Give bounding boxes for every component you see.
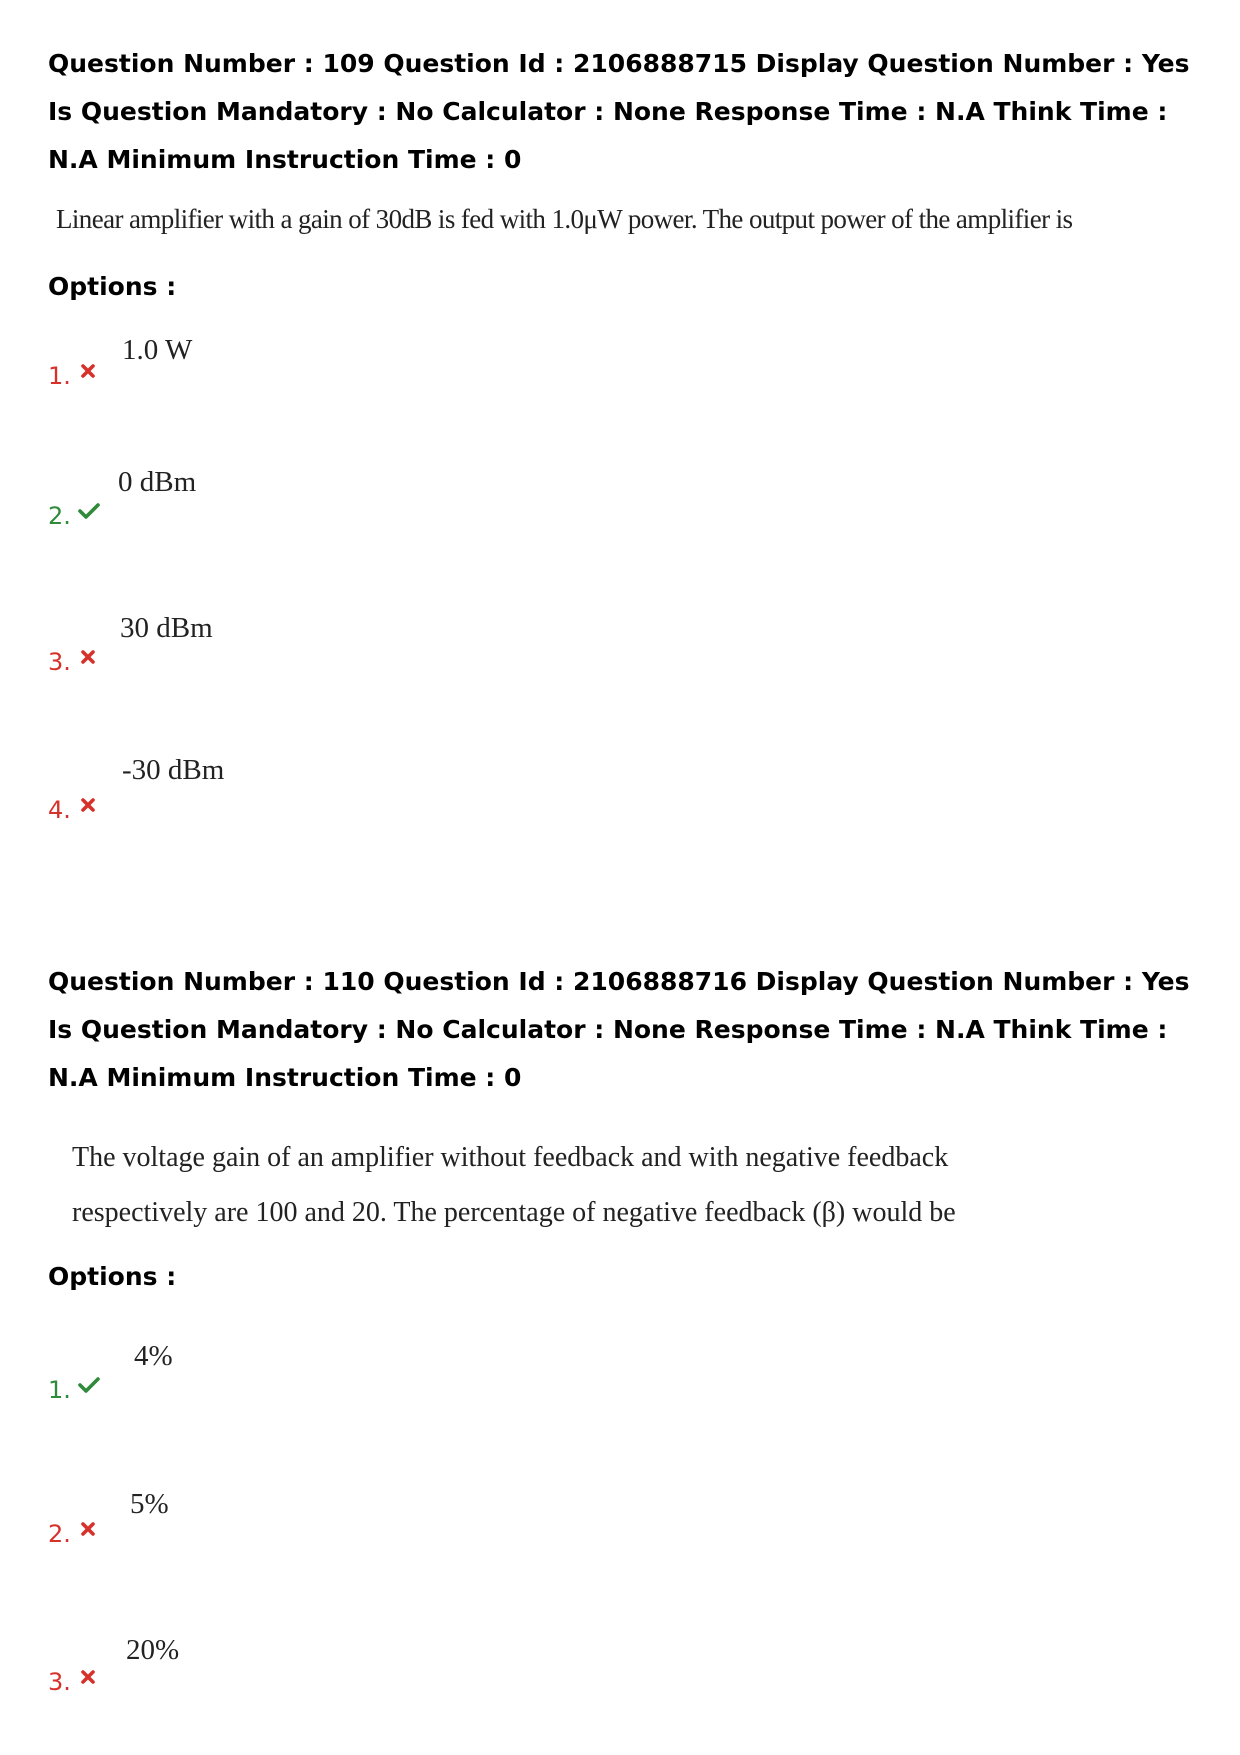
question-header: Question Number : 109 Question Id : 2106888715 Display Question Number : Yes Is Question Mandatory : No Calculator : None Response Time : N.A Think Time : N.A Minimum Instruction Time : 0 — [48, 49, 1190, 174]
cross-icon — [80, 1521, 100, 1541]
option-3 — [48, 612, 648, 686]
option-number: 4. — [48, 796, 71, 824]
question-109 — [48, 40, 1208, 824]
question-110 — [48, 958, 1208, 1696]
options-label: Options : — [48, 272, 177, 301]
question-text-line-2: respectively are 100 and 20. The percentage of negative feedback (β) would be — [72, 1197, 956, 1228]
check-icon — [78, 502, 98, 522]
option-value: -30 dBm — [122, 754, 225, 786]
option-number: 3. — [48, 1668, 71, 1696]
option-value: 1.0 W — [122, 334, 193, 366]
option-3 — [48, 1634, 648, 1706]
question-header: Question Number : 110 Question Id : 2106888716 Display Question Number : Yes Is Question Mandatory : No Calculator : None Response Time : N.A Think Time : N.A Minimum Instruction Time : 0 — [48, 967, 1190, 1092]
options-label: Options : — [48, 1262, 177, 1291]
option-value: 5% — [130, 1488, 169, 1520]
option-value: 4% — [134, 1340, 173, 1372]
option-2 — [48, 466, 648, 540]
cross-icon — [80, 1669, 100, 1689]
option-number: 2. — [48, 1520, 71, 1548]
option-value: 20% — [126, 1634, 180, 1666]
cross-icon — [80, 797, 100, 817]
option-1 — [48, 334, 648, 400]
cross-icon — [80, 649, 100, 669]
check-icon — [78, 1376, 98, 1396]
option-number: 3. — [48, 648, 71, 676]
question-text: Linear amplifier with a gain of 30dB is fed with 1.0μW power. The output power of the amplifier is — [56, 204, 1073, 234]
option-value: 0 dBm — [118, 466, 197, 498]
option-number: 2. — [48, 502, 71, 530]
option-number: 1. — [48, 362, 71, 390]
cross-icon — [80, 363, 100, 383]
option-1 — [48, 1340, 648, 1414]
option-4 — [48, 754, 648, 834]
option-2 — [48, 1488, 648, 1558]
question-text-line-1: The voltage gain of an amplifier without feedback and with negative feedback — [72, 1142, 949, 1173]
option-number: 1. — [48, 1376, 71, 1404]
option-value: 30 dBm — [120, 612, 213, 644]
